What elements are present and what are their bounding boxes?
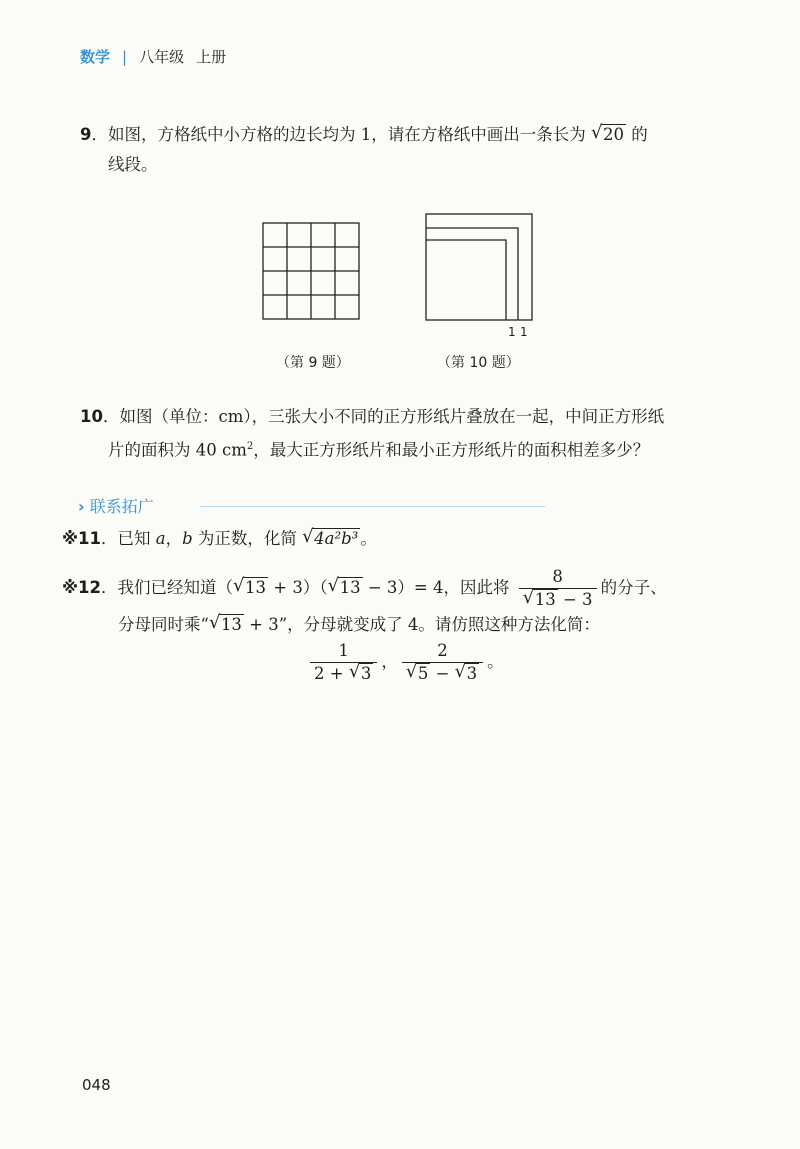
q12-f1-den-a: 2 +	[314, 664, 349, 683]
q11-sqrt: √ 4a²b³	[302, 526, 359, 548]
q12-f2-num: 2	[402, 640, 483, 663]
q11-radicand: 4a²b³	[314, 529, 359, 548]
q10-line1	[80, 406, 664, 428]
q12-end: 。	[487, 652, 504, 671]
q12-line3	[306, 640, 504, 685]
q10-text: ．如图（单位：cm），三张大小不同的正方形纸片叠放在一起，中间正方形纸	[102, 407, 665, 426]
q9-radicand: 20	[602, 125, 624, 144]
q12-sqrt-1: √ 13	[233, 575, 267, 597]
q9-sqrt: √ 20	[590, 122, 624, 144]
section-divider	[200, 506, 545, 507]
header-volume: 上册	[196, 48, 227, 66]
q9-number: 9	[80, 125, 92, 144]
q9-caption: （第 9 题）	[276, 355, 350, 371]
q10-middle-square	[426, 228, 518, 320]
q12-f2-den-mid: −	[430, 664, 455, 683]
q12-f2-den: √ 5 − √ 3	[405, 661, 478, 683]
q9-grid-figure	[262, 222, 362, 324]
q11-var-a: a	[155, 529, 166, 548]
q10-line2-a: 片的面积为 40 cm	[108, 440, 247, 460]
q11-comma: ，	[165, 529, 183, 548]
header-subject: 数学	[80, 48, 111, 66]
q12-line1	[62, 566, 667, 611]
q12-f1-den: 2 + √ 3	[314, 661, 372, 683]
q10-small-square	[426, 240, 506, 320]
q10-squares-figure	[424, 212, 536, 324]
q10-number: 10	[80, 407, 103, 426]
q10-label-b: 1	[520, 325, 528, 339]
q10-label-a: 1	[508, 325, 516, 339]
section-heading	[78, 494, 154, 517]
q9-line1-end: 的	[631, 125, 648, 144]
q12-text-a: ．我们已经知道（	[101, 578, 234, 597]
q12-f2-den-rad2: 3	[466, 664, 478, 683]
q12-frac-den: √ 13 − 3	[522, 587, 593, 609]
q10-large-square	[426, 214, 532, 320]
section-title: 联系拓广	[89, 497, 154, 516]
q10-line2-sup: 2	[246, 441, 254, 452]
q12-fraction	[519, 566, 597, 611]
q12-frac-den-rad: 13	[534, 590, 556, 609]
header-separator: |	[122, 48, 128, 66]
page-number: 048	[82, 1076, 111, 1094]
q12-r1: 13	[245, 578, 267, 597]
q11-text-b: 为正数，化简	[192, 529, 297, 548]
q12-f1-den-rad: 3	[360, 664, 372, 683]
header-grade: 八年级	[139, 48, 185, 66]
q12-r2: 13	[339, 578, 361, 597]
q12-number: ※12	[62, 578, 102, 597]
q12-line2-b: + 3”，分母就变成了 4。请仿照这种方法化简：	[243, 615, 600, 634]
q12-line2	[118, 614, 600, 636]
q10-line2	[108, 436, 649, 462]
q12-frac-den-tail: − 3	[557, 590, 593, 609]
q12-f2-den-rad1: 5	[417, 664, 429, 683]
q12-line2-rad: 13	[220, 615, 242, 634]
q11-end: 。	[360, 529, 377, 548]
q12-t1: + 3）（	[268, 578, 328, 597]
page-header	[80, 46, 226, 67]
q10-line2-b: ，最大正方形纸片和最小正方形纸片的面积相差多少？	[253, 440, 650, 460]
q11-text-a: ．已知	[101, 529, 156, 548]
q12-line2-a: 分母同时乘“	[118, 615, 209, 634]
q12-t2: − 3）= 4，因此将	[362, 578, 510, 597]
q10-caption: （第 10 题）	[437, 355, 520, 371]
q12-frac-num: 8	[519, 566, 597, 589]
q12-sep: ，	[381, 652, 398, 671]
q12-sqrt-3: √ 13	[208, 612, 242, 634]
q12-text-b: 的分子、	[600, 578, 667, 597]
q11-line	[62, 528, 377, 550]
q12-f1-num: 1	[310, 640, 377, 663]
q9-line2: 线段。	[108, 155, 158, 174]
q11-var-b: b	[182, 529, 193, 548]
q12-sqrt-2: √ 13	[327, 575, 361, 597]
q11-number: ※11	[62, 529, 102, 548]
q9-text: ．如图，方格纸中小方格的边长均为 1，请在方格纸中画出一条长为	[91, 125, 586, 144]
q9-line1	[80, 124, 648, 146]
q12-fraction-2	[402, 640, 483, 685]
chevron-right-icon: ›	[78, 497, 85, 516]
q12-fraction-1	[310, 640, 377, 685]
